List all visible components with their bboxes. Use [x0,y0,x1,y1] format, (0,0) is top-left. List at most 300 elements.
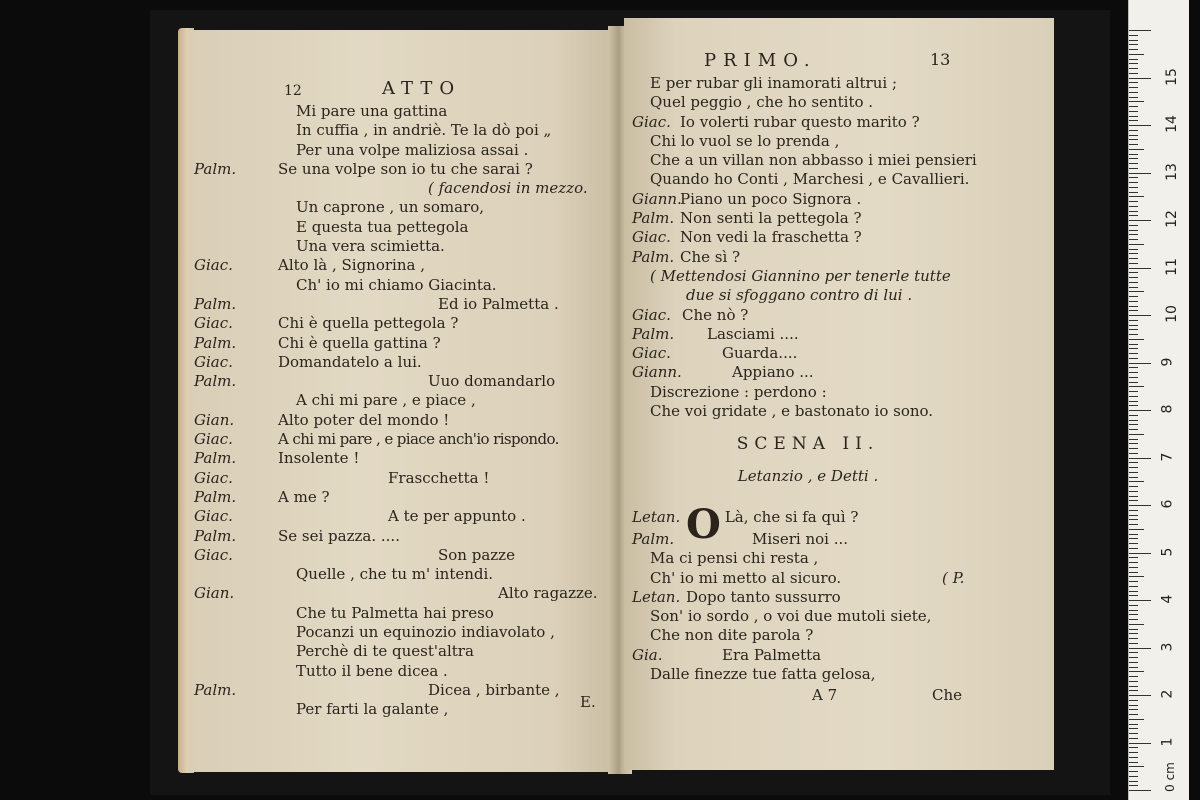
ruler-tick [1129,496,1138,497]
ruler-number: 7 [1159,452,1176,461]
line-text: Chi lo vuol se lo prenda , [650,131,840,150]
speech-line: Palm. Se una volpe son io tu che sarai ? [194,159,533,178]
ruler-tick [1129,144,1138,145]
ruler-tick [1129,239,1138,240]
ruler-tick [1129,719,1144,720]
verse-line [632,665,984,684]
verse-line [278,102,602,121]
line-text: Una vera scimietta. [296,237,445,256]
ruler-tick [1129,462,1138,463]
ruler-tick [1129,282,1138,283]
ruler-tick [1129,234,1138,235]
speech-line: Palm. A me ? [194,487,330,506]
ruler-tick [1129,610,1138,611]
stage-mark: ( P. [942,568,965,587]
ruler-tick [1129,173,1151,174]
line-text: Ma ci pensi chi resta , [650,549,819,568]
ruler-tick [1129,633,1138,634]
ruler-tick [1129,410,1151,411]
speech-line: Palm. Dicea , birbante , [194,680,560,699]
scene-title: SCENA II. [736,434,880,455]
ruler-tick [1129,743,1151,744]
ruler-tick [1129,766,1144,767]
ruler-tick [1129,420,1138,421]
verse-line [632,569,984,588]
speaker-name: Letan. [632,507,681,526]
ruler-number: 1 [1159,737,1176,746]
ruler-number: 14 [1163,115,1180,133]
verse-line [278,391,602,410]
line-text: Perchè di te quest'altra [296,642,474,661]
ruler-tick [1129,690,1138,691]
ruler-tick [1129,49,1138,50]
ruler-tick [1129,557,1138,558]
line-text: Ch' io mi metto al sicuro. [650,568,842,587]
ruler-tick [1129,600,1151,601]
line-text: Che tu Palmetta hai preso [296,603,494,622]
ruler-tick [1129,130,1138,131]
ruler-tick [1129,458,1151,459]
ruler-tick [1129,524,1138,525]
ruler-tick [1129,681,1138,682]
line-text: Che a un villan non abbasso i miei pensieri [650,151,977,170]
line-text: Alto ragazze. [498,584,598,603]
line-text: Ch' io mi chiamo Giacinta. [296,275,497,294]
speaker-name: Giac. [632,112,671,131]
line-text: Appiano ... [732,363,814,382]
ruler-tick [1129,643,1138,644]
line-text: Alto poter del mondo ! [278,410,450,429]
ruler-tick [1129,424,1138,425]
right-page-number: 13 [930,50,951,69]
ruler-tick [1129,196,1144,197]
speaker-name: Palm. [632,529,675,548]
speech-line: Palm. Se sei pazza. .... [194,526,400,545]
ruler-tick [1129,59,1138,60]
speaker-name: Palm. [632,324,675,343]
ruler-tick [1129,363,1151,364]
speech-line [632,588,984,607]
ruler-tick [1129,695,1151,696]
ruler-tick [1129,790,1151,791]
ruler-tick [1129,581,1138,582]
ruler-tick [1129,272,1138,273]
ruler-tick [1129,534,1138,535]
ruler-tick [1129,54,1144,55]
ruler-tick [1129,97,1138,98]
ruler-tick [1129,116,1138,117]
ruler-tick [1129,762,1138,763]
ruler-tick [1129,638,1138,639]
ruler-tick [1129,187,1138,188]
signature-line [632,686,984,705]
ruler-tick [1129,595,1138,596]
ruler-tick [1129,671,1144,672]
ruler-number: 4 [1159,594,1176,604]
ruler-tick [1129,738,1138,739]
ruler-tick [1129,614,1138,615]
ruler-tick [1129,249,1138,250]
ruler-tick [1129,477,1138,478]
ruler-tick [1129,448,1138,449]
speaker-name: Palm. [632,247,675,266]
ruler-tick [1129,258,1138,259]
ruler-tick [1129,111,1138,112]
verse-line [278,276,602,295]
verse-line [278,642,602,661]
ruler-tick [1129,443,1138,444]
speech-line: Giac. Alto là , Signorina , [194,256,425,275]
ruler-number: 6 [1159,499,1176,509]
ruler-tick [1129,700,1138,701]
speech-line [632,646,984,665]
ruler-tick [1129,724,1138,725]
line-text: Son' io sordo , o voi due mutoli siete, [650,607,932,626]
line-text: Che voi gridate , e bastonato io sono. [650,402,934,421]
ruler-tick [1129,177,1138,178]
verse-line [278,662,602,681]
ruler-tick [1129,576,1144,577]
ruler-tick [1129,206,1138,207]
ruler-tick [1129,135,1138,136]
ruler-tick [1129,287,1138,288]
line-text: E questa tua pettegola [296,217,469,236]
ruler-tick [1129,619,1138,620]
signature-mark: A 7 [812,686,838,705]
measurement-ruler [1128,0,1189,800]
speech-line: Giac. Frascchetta ! [194,468,490,487]
line-text: Uuo domandarlo [428,372,556,391]
ruler-tick [1129,386,1144,387]
line-text: Chi è quella gattina ? [278,333,441,352]
speech-line: Palm. Chi è quella gattina ? [194,333,441,352]
speaker-name: Giac. [632,344,671,363]
speech-line: Gian. Alto poter del mondo ! [194,410,450,429]
right-catchword: Che [932,686,963,705]
speech-line [632,530,984,549]
speech-line [632,209,984,228]
ruler-tick [1129,68,1138,69]
ruler-tick [1129,92,1138,93]
stage-direction [632,267,984,286]
line-text: In cuffia , in andriè. Te la dò poi „ [296,121,552,140]
ruler-tick [1129,78,1151,79]
verse-line [632,383,984,402]
ruler-tick [1129,372,1138,373]
ruler-tick [1129,277,1138,278]
ruler-tick [1129,548,1138,549]
speech-line [632,113,984,132]
ruler-tick [1129,467,1138,468]
ruler-tick [1129,572,1138,573]
line-text: A me ? [278,487,330,506]
ruler-tick [1129,434,1144,435]
verse-line [278,623,602,642]
scene-persons: Letanzio , e Detti . [737,466,879,485]
ruler-number: 12 [1163,210,1180,228]
line-text: Pocanzi un equinozio indiavolato , [296,623,555,642]
ruler-tick [1129,519,1138,520]
line-text: Dalle finezze tue fatta gelosa, [650,665,876,684]
line-text: E per rubar gli inamorati altrui ; [650,74,897,92]
speaker-name: Palm. [632,209,675,228]
line-text: Ed io Palmetta . [438,294,559,313]
ruler-tick [1129,325,1138,326]
line-text: Se una volpe son io tu che sarai ? [278,159,533,178]
ruler-tick [1129,149,1144,150]
ruler-tick [1129,648,1151,649]
ruler-tick [1129,391,1138,392]
ruler-tick [1129,301,1138,302]
ruler-tick [1129,182,1138,183]
ruler-tick [1129,543,1138,544]
line-text: Che sì ? [680,247,741,266]
ruler-tick [1129,401,1138,402]
right-text-block [632,74,984,421]
speech-line [632,363,984,382]
ruler-tick [1129,310,1138,311]
ruler-tick [1129,73,1138,74]
ruler-tick [1129,377,1138,378]
verse-line [632,151,984,170]
line-text: A chi mi pare , e piace , [296,391,476,410]
line-text: Quando ho Conti , Marchesi , e Cavallieri. [650,170,970,189]
line-text: Là, che si fa quì ? [724,507,859,526]
speech-line: Palm. Uuo domandarlo [194,372,556,391]
line-text: Un caprone , un somaro, [296,198,485,217]
ruler-tick [1129,785,1138,786]
ruler-tick [1129,657,1138,658]
line-text: Per una volpe maliziosa assai . [296,140,529,159]
ruler-number: 11 [1163,257,1180,276]
ruler-tick [1129,320,1138,321]
ruler-tick [1129,306,1138,307]
line-text: Per farti la galante , [296,700,449,719]
ruler-tick [1129,781,1138,782]
ruler-tick [1129,515,1138,516]
left-page [188,30,616,772]
verse-line [632,626,984,645]
line-text: Insolente ! [278,449,360,468]
ruler-tick [1129,728,1138,729]
ruler-tick [1129,253,1138,254]
ruler-tick [1129,120,1138,121]
verse-line [632,607,984,626]
ruler-tick [1129,339,1144,340]
ruler-tick [1129,268,1151,269]
line-text: Son pazze [438,545,515,564]
ruler-tick [1129,505,1151,506]
ruler-tick [1129,562,1138,563]
ruler-tick [1129,771,1138,772]
ruler-tick [1129,211,1138,212]
ruler-tick [1129,367,1138,368]
verse-line [278,218,602,237]
ruler-tick [1129,44,1138,45]
ruler-tick [1129,334,1138,335]
left-running-head: ATTO [382,78,462,99]
ruler-tick [1129,705,1138,706]
speech-line: Giac. Domandatelo a lui. [194,352,422,371]
ruler-tick [1129,396,1138,397]
verse-line [278,700,602,719]
ruler-tick [1129,662,1138,663]
drop-capital: O [686,500,721,548]
ruler-tick [1129,538,1138,539]
ruler-tick [1129,168,1138,169]
ruler-tick [1129,63,1138,64]
ruler-number: 9 [1159,357,1176,366]
line-text: Dopo tanto sussurro [686,587,841,606]
ruler-tick [1129,591,1138,592]
speaker-name: Giac. [632,305,671,324]
line-text: Quelle , che tu m' intendi. [296,565,494,584]
ruler-tick [1129,329,1138,330]
ruler-number: 10 [1163,305,1180,323]
ruler-tick [1129,101,1144,102]
stage-direction [278,179,602,198]
verse-line [632,74,984,93]
ruler-tick [1129,358,1138,359]
ruler-tick [1129,220,1151,221]
ruler-number: 8 [1159,404,1176,414]
line-text: Era Palmetta [722,645,822,664]
line-text: Quel peggio , che ho sentito . [650,93,874,112]
speaker-name: Giann. [632,363,682,382]
ruler-tick [1129,491,1138,492]
speaker-name: Giann. [632,189,682,208]
ruler-tick [1129,752,1138,753]
ruler-tick [1129,35,1138,36]
speech-line [632,248,984,267]
speech-line: Giac. A te per appunto . [194,507,526,526]
speech-line: Gian. Alto ragazze. [194,584,598,603]
ruler-number: 13 [1163,162,1180,181]
line-text: Se sei pazza. .... [278,526,400,545]
line-text: Non vedi la fraschetta ? [680,228,862,247]
ruler-tick [1129,296,1138,297]
ruler-tick [1129,733,1138,734]
ruler-tick [1129,125,1151,126]
ruler-tick [1129,605,1138,606]
line-text: Mi pare una gattina [296,102,448,120]
speaker-name: Giac. [632,228,671,247]
ruler-tick [1129,481,1144,482]
speech-line [632,306,984,325]
line-text: Non senti la pettegola ? [680,209,862,228]
ruler-unit-label: 0 cm [1162,762,1177,792]
right-page [624,18,1054,770]
ruler-tick [1129,676,1138,677]
speech-line [632,228,984,247]
ruler-tick [1129,453,1138,454]
ruler-tick [1129,215,1138,216]
ruler-tick [1129,500,1138,501]
left-catchword: E. [580,693,596,711]
ruler-tick [1129,429,1138,430]
verse-line [632,93,984,112]
verse-line [632,132,984,151]
verse-line [632,402,984,421]
ruler-tick [1129,40,1138,41]
ruler-tick [1129,415,1138,416]
ruler-tick [1129,709,1138,710]
line-text: Piano un poco Signora . [680,189,862,208]
ruler-number: 3 [1159,642,1176,651]
ruler-tick [1129,757,1138,758]
ruler-tick [1129,344,1138,345]
ruler-tick [1129,163,1138,164]
ruler-number: 5 [1159,547,1176,556]
speech-line: Palm. Ed io Palmetta . [194,294,559,313]
ruler-tick [1129,624,1144,625]
ruler-tick [1129,629,1138,630]
line-text: Frascchetta ! [388,468,490,487]
ruler-tick [1129,553,1151,554]
ruler-tick [1129,714,1138,715]
ruler-tick [1129,154,1138,155]
verse-line [278,141,602,160]
ruler-tick [1129,567,1138,568]
left-page-header [278,78,602,100]
ruler-tick [1129,87,1138,88]
stage-text: due si sfoggano contro di lui . [686,286,913,305]
ruler-tick [1129,291,1144,292]
speech-line: Giac. Chi è quella pettegola ? [194,314,459,333]
right-running-head: PRIMO. [704,50,817,71]
line-text: Lasciami .... [707,324,799,343]
line-text: Che nò ? [682,305,749,324]
stage-text: ( facendosi in mezzo. [428,179,588,198]
ruler-tick [1129,529,1144,530]
ruler-tick [1129,244,1144,245]
line-text: Alto là , Signorina , [278,256,425,275]
line-text: A te per appunto . [388,507,526,526]
ruler-tick [1129,686,1138,687]
line-text: Dicea , birbante , [428,680,560,699]
line-text: Domandatelo a lui. [278,352,422,371]
speech-line: Giac. A chi mi pare , e piace anch'io rispondo. [194,430,559,449]
ruler-tick [1129,472,1138,473]
ruler-tick [1129,667,1138,668]
ruler-tick [1129,315,1151,316]
ruler-tick [1129,192,1138,193]
line-text: Chi è quella pettegola ? [278,314,459,333]
verse-line [632,549,984,568]
verse-line [632,170,984,189]
stage-text: ( Mettendosi Giannino per tenerle tutte [650,266,951,285]
line-text: A chi mi pare , e piace anch'io rispondo. [278,430,559,449]
ruler-tick [1129,510,1138,511]
ruler-tick [1129,201,1138,202]
verse-line [278,237,602,256]
speech-line [632,325,984,344]
left-page-number: 12 [284,83,302,99]
ruler-tick [1129,439,1138,440]
line-text: Discrezione : perdono : [650,382,827,401]
right-text-block-2 [632,500,984,684]
verse-line [278,604,602,623]
speech-line: Giac. Son pazze [194,545,515,564]
speaker-name: Letan. [632,587,681,606]
line-text: Tutto il bene dicea . [296,661,448,680]
ruler-tick [1129,230,1138,231]
speech-line [632,344,984,363]
ruler-tick [1129,776,1138,777]
stage-direction [632,286,984,305]
line-text: Guarda.... [722,344,798,363]
ruler-number: 2 [1159,689,1176,699]
